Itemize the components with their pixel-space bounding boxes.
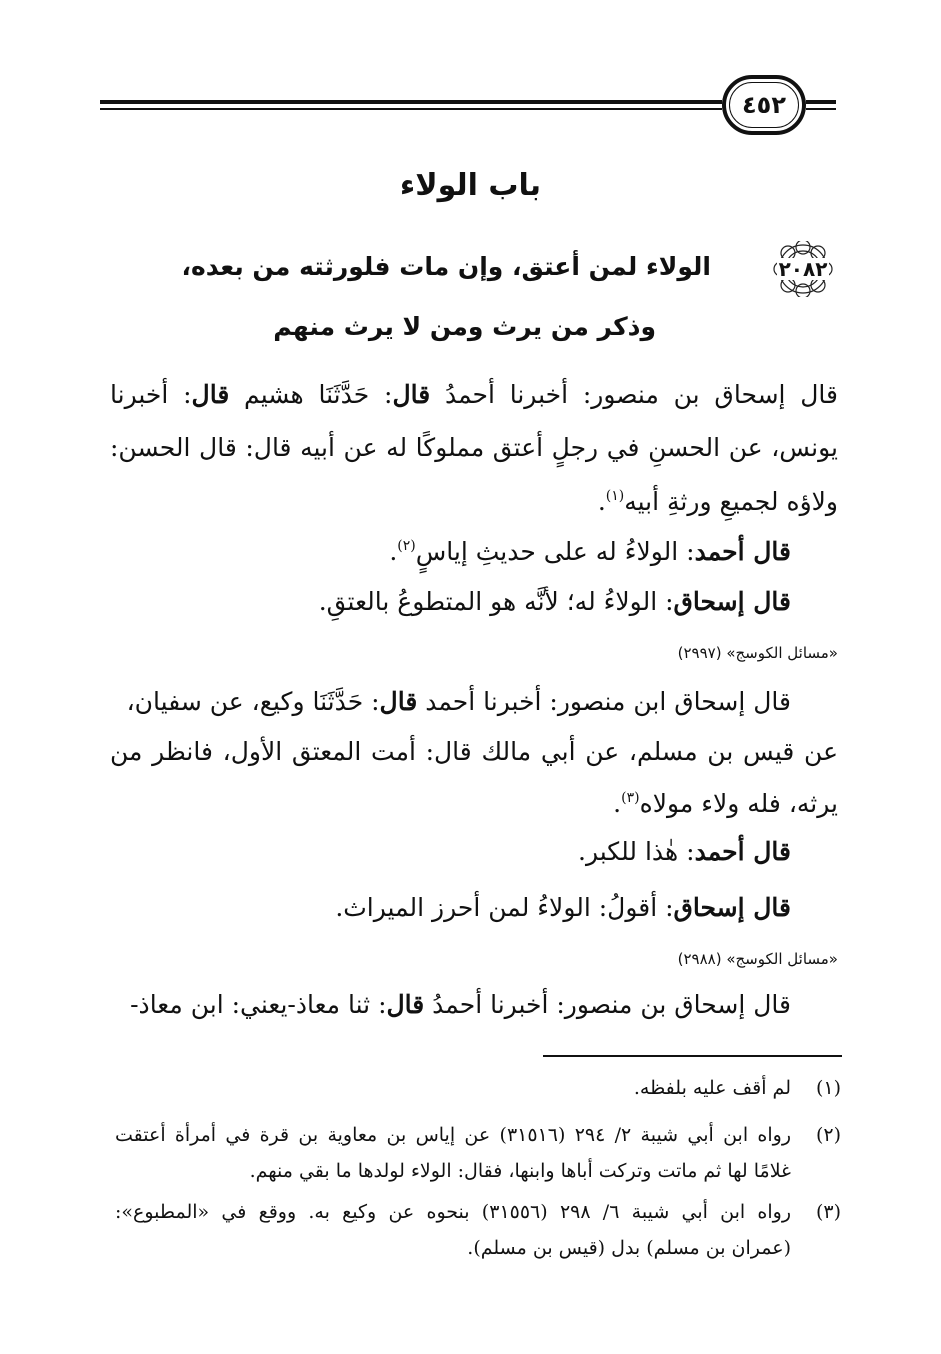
ahmad-statement-2: قال أحمد: هٰذا للكبر.: [578, 837, 791, 866]
header-rule-tail: [806, 100, 836, 104]
para1-line-3: ولاؤه لجميعِ ورثةِ أبيه$^{(١)}$.: [597, 487, 838, 516]
source-citation-1: «مسائل الكوسج» (٢٩٩٧): [677, 644, 838, 662]
source-citation-2: «مسائل الكوسج» (٢٩٨٨): [677, 950, 838, 968]
footnote-ref-3: (٣): [621, 790, 640, 806]
header-rule: [100, 100, 722, 104]
para2-line-3: يرثه، فله ولاء مولاه$^{(٣)}$.: [613, 789, 838, 818]
page-number: ٤٥٢: [742, 91, 786, 119]
footnote-3-number: (٣): [815, 1201, 841, 1223]
footnote-2-line-2: غلامًا لها ثم ماتت وتركت أباها وابنها، فقال: الولاء لولدها ما بقي منهم.: [249, 1160, 791, 1182]
footnote-2-line-1: رواه ابن أبي شيبة ٢/ ٢٩٤ (٣١٥١٦) عن إياس بن معاوية بن قرة في أمرأة أعتقت: [115, 1124, 792, 1146]
hadith-heading-line-1: الولاء لمن أعتق، وإن مات فلورثته من بعده،: [181, 252, 711, 281]
ishaq-statement-2: قال إسحاق: أقولُ: الولاءُ لمن أحرز الميراث.: [335, 893, 791, 922]
hadith-heading-line-2: وذكر من يرث ومن لا يرث منهم: [273, 312, 656, 341]
footnote-3-line-2: (عمران بن مسلم) بدل (قيس بن مسلم).: [467, 1237, 791, 1259]
ahmad-statement-1: قال أحمد: الولاءُ له على حديثِ إياسٍ$^{(٢)}$.: [389, 537, 791, 566]
header-rule-tail-thin: [806, 108, 836, 110]
para2-line-1: قال إسحاق ابن منصور: أخبرنا أحمد قال: حَدَّثَنَا وكيع، عن سفيان،: [126, 687, 791, 716]
footnote-ref-2: (٢): [397, 538, 416, 554]
footnote-ref-1: (١): [605, 488, 625, 504]
ishaq-statement-1: قال إسحاق: الولاءُ له؛ لأنَّه هو المتطوعُ بالعتقِ.: [318, 587, 791, 616]
page-number-badge: [722, 75, 806, 135]
footnote-2-number: (٢): [815, 1124, 841, 1146]
chapter-title: باب الولاء: [399, 168, 542, 203]
footnote-separator: [543, 1055, 842, 1057]
hadith-number: ٢٠٨٢: [778, 257, 828, 281]
para2-line-2: عن قيس بن مسلم، عن أبي مالك قال: أمت المعتق الأول، فانظر من: [110, 737, 838, 766]
para1-line-2: يونس، عن الحسنِ في رجلٍ أعتق مملوكًا له عن أبيه قال: قال الحسن:: [110, 433, 838, 462]
para1-line-1: قال إسحاق بن منصور: أخبرنا أحمدُ قال: حَدَّثَنَا هشيم قال: أخبرنا: [110, 380, 838, 409]
footnote-1-text: لم أقف عليه بلفظه.: [633, 1077, 791, 1099]
header-rule-thin: [100, 108, 722, 110]
para3-line-1: قال إسحاق بن منصور: أخبرنا أحمدُ قال: ثنا معاذ-يعني: ابن معاذ-: [130, 990, 791, 1019]
footnote-3-line-1: رواه ابن أبي شيبة ٦/ ٢٩٨ (٣١٥٥٦) بنحوه عن وكيع به. ووقع في «المطبوع»:: [115, 1201, 792, 1223]
footnote-1-number: (١): [815, 1077, 841, 1099]
hadith-number-ornament: [758, 241, 848, 297]
